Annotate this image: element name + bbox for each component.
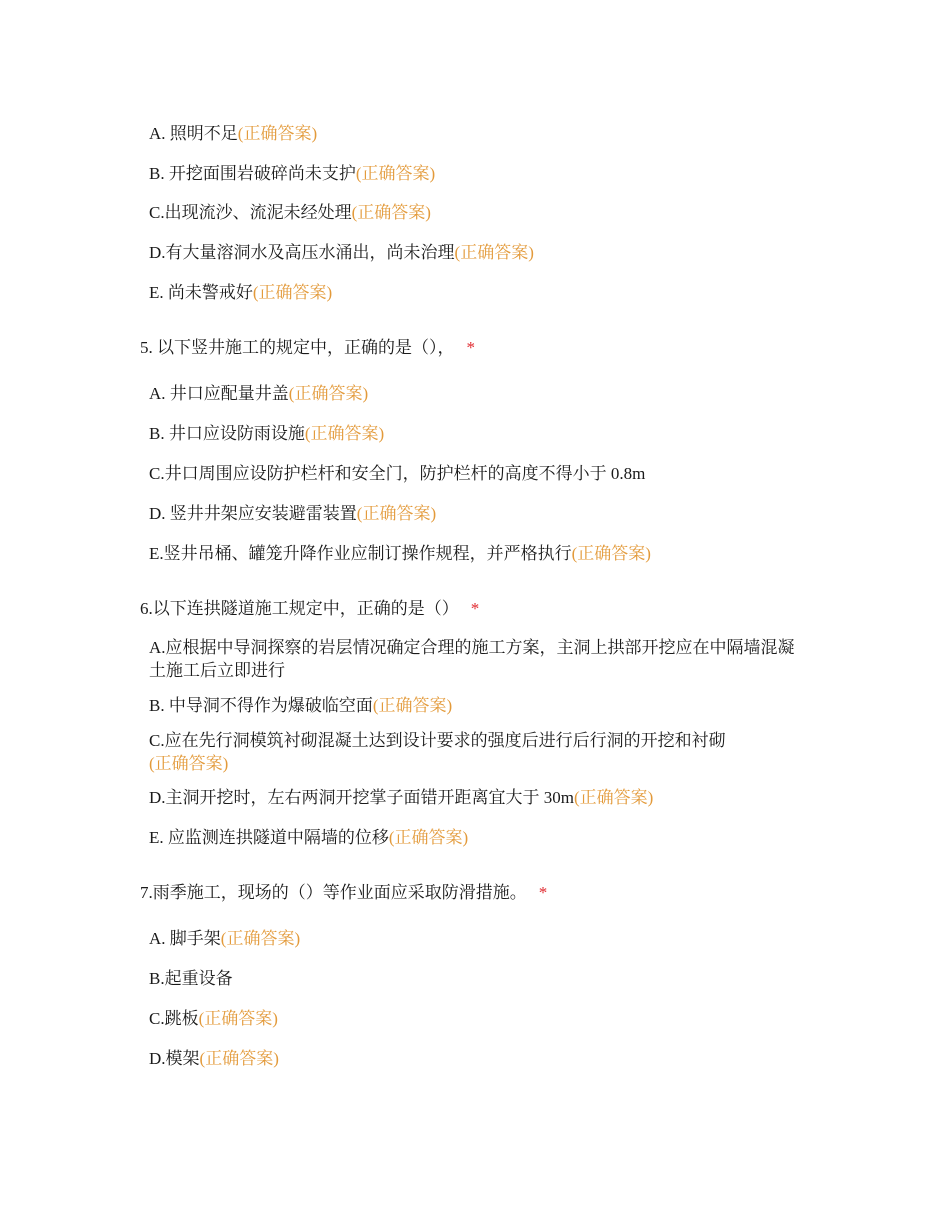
q5-option-d: D. 竖井井架应安装避雷装置(正确答案): [149, 504, 437, 523]
correct-answer-mark: (正确答案): [356, 504, 437, 523]
q6-option-d: D.主洞开挖时，左右两洞开挖掌子面错开距离宜大于 30m(正确答案): [149, 788, 654, 807]
correct-answer-mark: (正确答案): [252, 283, 333, 302]
required-mark: *: [470, 599, 480, 618]
q4-option-d: D.有大量溶洞水及高压水涌出，尚未治理(正确答案): [149, 243, 534, 262]
question-7-title: 7.雨季施工，现场的（）等作业面应采取防滑措施。 *: [140, 883, 548, 902]
correct-answer-mark: (正确答案): [237, 124, 318, 143]
q5-option-a: A. 井口应配量井盖(正确答案): [149, 384, 369, 403]
correct-answer-mark: (正确答案): [571, 544, 651, 563]
q5-option-b: B. 井口应设防雨设施(正确答案): [149, 424, 385, 443]
correct-answer-mark: (正确答案): [304, 424, 385, 443]
q7-option-b: B.起重设备: [149, 969, 233, 988]
correct-answer-mark: (正确答案): [351, 203, 431, 222]
correct-answer-mark: (正确答案): [220, 929, 301, 948]
correct-answer-mark: (正确答案): [288, 384, 369, 403]
q4-option-a: A. 照明不足(正确答案): [149, 124, 318, 143]
q6-option-a: A.应根据中导洞探察的岩层情况确定合理的施工方案，主洞上拱部开挖应在中隔墙混凝土施工后立即进行: [149, 638, 795, 680]
correct-answer-mark: (正确答案): [454, 243, 534, 262]
correct-answer-mark: (正确答案): [388, 828, 469, 847]
q5-option-c: C.井口周围应设防护栏杆和安全门，防护栏杆的高度不得小于 0.8m: [149, 464, 646, 483]
q6-option-b: B. 中导洞不得作为爆破临空面(正确答案): [149, 696, 453, 715]
q7-option-c: C.跳板(正确答案): [149, 1009, 278, 1028]
correct-answer-mark: (正确答案): [199, 1049, 279, 1068]
q6-option-c: C.应在先行洞模筑衬砌混凝土达到设计要求的强度后进行后行洞的开挖和衬砌 (正确答案): [149, 731, 726, 773]
required-mark: *: [466, 338, 475, 357]
q6-option-e: E. 应监测连拱隧道中隔墙的位移(正确答案): [149, 828, 469, 847]
question-5-title: 5. 以下竖井施工的规定中，正确的是（）， *: [140, 338, 475, 357]
question-6-title: 6.以下连拱隧道施工规定中，正确的是（） *: [140, 599, 480, 618]
q7-option-d: D.模架(正确答案): [149, 1049, 279, 1068]
correct-answer-mark: (正确答案): [198, 1009, 278, 1028]
correct-answer-mark: (正确答案): [355, 164, 436, 183]
q4-option-e: E. 尚未警戒好(正确答案): [149, 283, 333, 302]
correct-answer-mark: (正确答案): [372, 696, 453, 715]
q4-option-c: C.出现流沙、流泥未经处理(正确答案): [149, 203, 431, 222]
q5-option-e: E.竖井吊桶、罐笼升降作业应制订操作规程，并严格执行(正确答案): [149, 544, 651, 563]
q4-option-b: B. 开挖面围岩破碎尚未支护(正确答案): [149, 164, 436, 183]
q7-option-a: A. 脚手架(正确答案): [149, 929, 301, 948]
correct-answer-mark: (正确答案): [574, 788, 654, 807]
correct-answer-mark: (正确答案): [149, 754, 229, 773]
required-mark: *: [538, 883, 548, 902]
